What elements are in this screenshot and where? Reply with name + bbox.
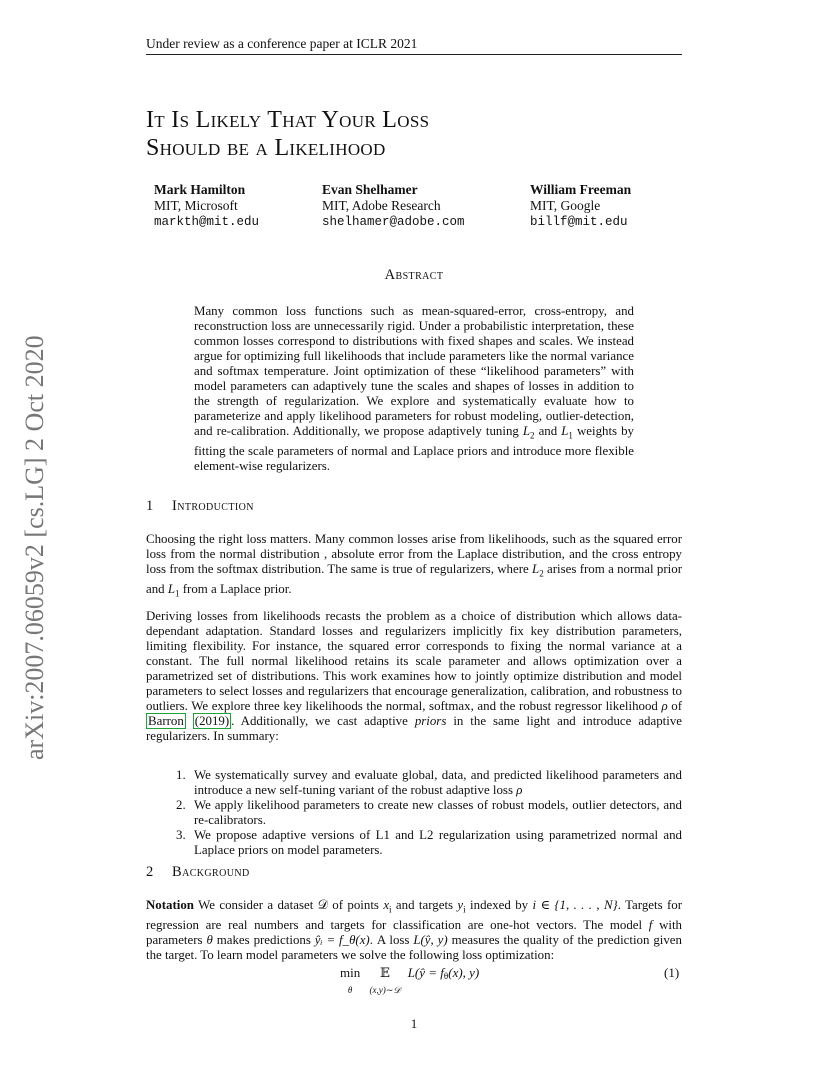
text: We systematically survey and evaluate global, data, and predicted likelihood parameters and introduce a new self-tuning variant of the robust adaptive loss (194, 768, 682, 797)
equation-expression (340, 965, 479, 997)
paragraph-label: Notation (146, 898, 194, 912)
paragraph (146, 609, 682, 744)
math-expr: (x), y) (448, 965, 480, 980)
list-number: 3. (176, 828, 186, 842)
author-2 (322, 182, 465, 230)
text: We consider a dataset 𝒟 of points (193, 898, 384, 912)
title-line-2: Should be a Likelihood (146, 135, 386, 161)
math-l1: L (167, 581, 176, 596)
list-text: We apply likelihood parameters to create new classes of robust models, outlier detectors, and re-calibrators. (194, 798, 682, 827)
math-sub: (x,y)∼𝒟 (369, 985, 401, 995)
author-email[interactable]: shelhamer@adobe.com (322, 215, 465, 229)
text: . Additionally, we cast adaptive (231, 714, 415, 729)
paragraph (146, 532, 682, 601)
author-name: William Freeman (530, 182, 632, 197)
list-item (176, 828, 682, 858)
text: arises from a normal prior and (146, 562, 682, 596)
math-var: y (457, 898, 464, 912)
running-header: Under review as a conference paper at ICLR 2021 (146, 36, 418, 51)
math-sub: θ (443, 971, 449, 981)
paper-title (146, 106, 429, 162)
math-expr: L(ŷ = f (407, 965, 444, 980)
text: indexed by (465, 898, 533, 912)
section-2-body (146, 898, 682, 971)
citation-year-link[interactable]: (2019) (194, 714, 230, 729)
list-number: 1. (176, 768, 186, 782)
text: . Targets for regression are real numbers and targets for classification are one-hot vectors. The model (146, 898, 682, 932)
text: Choosing the right loss matters. Many common losses arise from likelihoods, such as the squared error loss from the normal distribution , absolute error from the Laplace distribution, and the cross entropy loss from the softmax distribution. The same is true of regularizers, where (146, 532, 682, 576)
math-l1: L (561, 424, 569, 438)
section-title: Background (172, 864, 250, 880)
abstract-text-2: weights by fitting the scale parameters of normal and Laplace priors and introduce more flexible element-wise regularizers. (194, 424, 634, 473)
math-var: x (383, 898, 390, 912)
expectation-operator: 𝔼 (380, 965, 390, 980)
abstract-and: and (534, 424, 562, 438)
abstract-text-1: Many common loss functions such as mean-squared-error, cross-entropy, and reconstruction loss are unnecessarily rigid. Under a probabilistic interpretation, these common losses correspond to distributions with fixed shapes and scales. We instead argue for optimizing full likelihoods that include parameters like the normal variance and softmax temperature. Joint optimization of these “likelihood parameters” with model parameters can adaptively tune the scales and shapes of losses in addition to the strength of regularization. We explore and systematically evaluate how to parameterize and apply likelihood parameters for robust modeling, outlier-detection, and re-calibration. Additionally, we propose adaptively tuning (194, 304, 634, 438)
list-text (194, 768, 682, 798)
author-affiliation: MIT, Microsoft (154, 198, 238, 213)
section-1-body (146, 532, 682, 752)
emphasis: priors (414, 714, 447, 729)
section-1-heading (146, 498, 254, 515)
math-l2: L (532, 562, 540, 576)
abstract-heading: Abstract (384, 267, 444, 283)
math-sub: 1 (175, 588, 180, 599)
list-item (176, 798, 682, 828)
math-sub: 1 (568, 430, 573, 441)
page-number: 1 (410, 1016, 418, 1031)
text: Deriving losses from likelihoods recasts the problem as a choice of distribution which allows data-dependant adaptation. Standard losses and regularizers implicitly fix key distribution parameters, limiting flexibility. For instance, the squared error corresponds to fixing the normal variance at a constant. The full normal likelihood retains its scale parameter and allows optimization over a parametrized set of distributions. This work examines how to jointly optimize distribution and model parameters to select losses and regularizers that encourage generalization, calibration, and robustness to outliers. We explore three key likelihoods the normal, softmax, and the robust regressor likelihood (146, 609, 682, 714)
min-operator: min (340, 965, 361, 980)
author-email[interactable]: markth@mit.edu (154, 215, 260, 229)
title-line-1: It Is Likely That Your Loss (146, 107, 430, 133)
section-number: 1 (146, 498, 154, 514)
list-number: 2. (176, 798, 186, 812)
text: with parameters (146, 917, 683, 947)
section-title: Introduction (172, 498, 254, 514)
math-var: θ (206, 932, 213, 947)
text: in the same light and introduce adaptive regularizers. In summary: (146, 714, 682, 744)
list-item (176, 768, 682, 798)
section-number: 2 (146, 864, 154, 880)
text: . A loss (369, 932, 414, 947)
math-var: f (648, 917, 653, 932)
citation-link[interactable]: Barron (148, 714, 184, 729)
section-2-heading (146, 864, 250, 881)
header-rule (146, 54, 682, 55)
paragraph: Notation We consider a dataset 𝒟 of points $x_i$ and targets $y_i$ indexed by i ∈ {1, . . . , N}. Targets for regression are real numbers and targets for classification are one-hot vectors. The model f with parameters θ makes predictions ŷᵢ = f_θ(x). A loss L(ŷ, y) measures the quality of the prediction given the target. To learn model parameters we solve the following loss optimization: (146, 898, 683, 962)
author-1 (154, 182, 259, 230)
math-l2: L (522, 424, 531, 438)
math-rho: ρ (516, 783, 523, 797)
author-affiliation: MIT, Adobe Research (322, 198, 441, 213)
equation-label: (1) (664, 965, 680, 980)
math-sub: 2 (539, 568, 544, 579)
math-sub: 2 (530, 430, 535, 441)
author-affiliation: MIT, Google (530, 198, 601, 213)
author-email[interactable]: billf@mit.edu (530, 215, 628, 229)
abstract-body (194, 304, 634, 474)
math-expr: L(ŷ, y) (413, 932, 448, 947)
arxiv-stamp: arXiv:2007.06059v2 [cs.LG] 2 Oct 2020 (20, 335, 49, 760)
author-3 (530, 182, 631, 230)
contribution-list (176, 768, 682, 858)
list-text: We propose adaptive versions of L1 and L2 regularization using parametrized normal and Laplace priors on model parameters. (194, 828, 682, 857)
math-sub: θ (347, 985, 353, 995)
author-name: Evan Shelhamer (322, 182, 418, 197)
text: and targets (391, 898, 458, 912)
math-expr: ŷᵢ = f_θ(x) (314, 932, 370, 947)
author-name: Mark Hamilton (154, 182, 246, 197)
math-set: i ∈ {1, . . . , N} (532, 898, 618, 912)
text: from a Laplace prior. (179, 581, 292, 596)
text: of (667, 699, 682, 714)
text: measures the quality of the prediction given the target. To learn model parameters we solve the following loss optimization: (146, 932, 682, 962)
text: makes predictions (212, 932, 315, 947)
math-rho: ρ (661, 699, 668, 714)
